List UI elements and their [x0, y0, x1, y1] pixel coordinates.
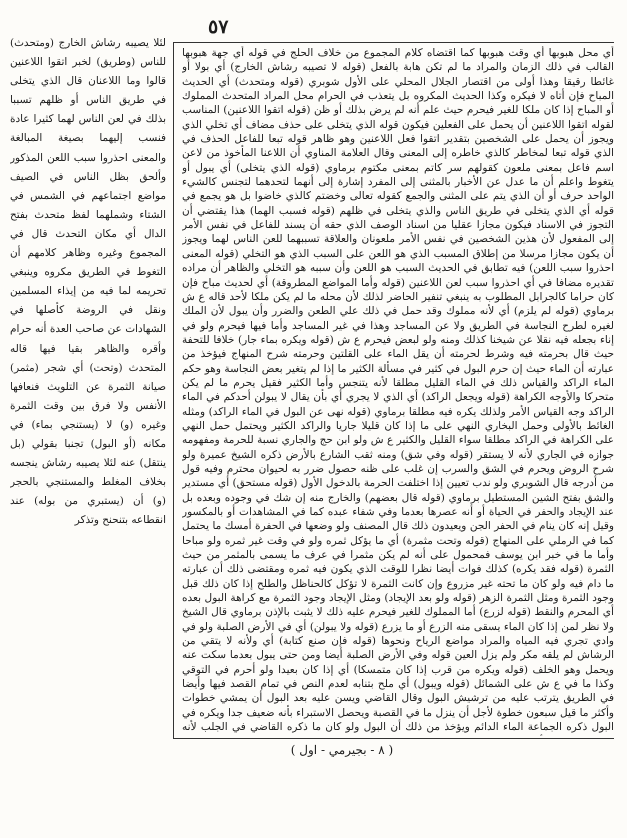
- commentary-column: [182, 46, 614, 736]
- matn-column: [10, 34, 166, 734]
- signature-mark: ( ٨ - بجيرمي - اول ): [290, 743, 394, 757]
- top-rule: [173, 42, 614, 43]
- bottom-rule: [173, 738, 614, 739]
- page-number: ٥٧: [208, 16, 229, 38]
- commentary-text: أي محل هبوبها أي وقت هبوبها كما اقتضاه كلام المجموع من خلاف الحلج في قوله أي جهة هبوبها القالب في ذلك الزمان والمراد ما لم تكن هابة بالفعل (قوله لا تصيبه رشاش الخارج) أي بولا أو غائطا رقيقا وهذا أولى من اقتصار الجلال المحلي على الأول شوبري (قوله ومتحدث) أي الحديث المباح فإن أتاه لا فيكره وكذا الحديث المكروه بل يتعذب في الحرام محل المراد المتحدث المملوك أو المباح إذا كان ملكا للغير فيحرم حيث علم أنه لم يرض بذلك أو ظن (قوله اتقوا اللاعنين) المناسب لقوله اتقوا اللاعنين أن يحمل على الفعلين فيكون قوله الذي يتخلى على حذف مضاف أي تخلي الذي ويجوز أن يحمل على الشخصين بتقدير اتقوا فعل اللاعنين وهو ظاهر قوله تبعا للفاعل الحذف في الذي قوله تبعا لمخاطر كالذي خاطره إلى المعنى وقال العلامة المناوي أن اللاعنا المأخوذ من لاعن اسم فاعل بمعنى ملعون كقولهم سر كاتم بمعنى مكتوم برماوي (قوله الذي يتخلى) أي يبول أو يتغوط واعلم أن ما عدل عن الأخبار بالمثنى إلى المفرد إشارة إلى أنهما لتحدهما لتجنس كالشيء الواحد حرف أو أن الذي يتم على المثنى والجمع كقوله تعالى وخضتم كالذي خاضوا بل هو يجمع في قوله أي الذي يتخلى في طريق الناس والذي يتخلى في ظلهم (قوله فسبب الهما) هذا يقتضي أن التجوز في الاسناد فيكون مجازا عقليا من اسناد الوصف الذي حقه أن يسند للفاعل في نفس الأمر إلى المفعول لأن هذين الشخصين في نفس الأمر ملعونان والعلاقة تسببهما للعن الناس لهما ويجوز أن يكون مجازا مرسلا من إطلاق المسبب الذي هو اللعن على السبب الذي هو التخلي (قوله المعنى احذروا سبب اللعن) فيه تطابق في الحديث السبب هو اللعن وأن سببه هو التخلي والظاهر أن مراده تقديره مضافا في أي احذروا سبب لعن اللاعنين (قوله وأما المواضع المطروقة) أي لحديث مباح فإن كان حراما كالجرابل المطلوب به ينبغي تنفير الحاضر لذلك لأن محله ما لم يكن ملكا لأحد قاله ع ش برماوي (قوله لم يلزم) أي لأنه مملوك وقد حمل في ذلك علي الطعن والضرر وأن يبول لأن الملك لغيره لطرح النجاسة في الطريق ولا عن المساجد وهذا في غير المساجد وأما فيها فيحرم ولو في إناء بجعله فيه نقلا عن شيخنا كذلك ومنه ولو لبعض فيحرم ع ش (قوله ويكره بماء جار) خلافا للتحفة حيث قال بحرمته فيه وشرط لحرمته أن يقل الماء على القلتين وحرمته شرح المنهاج فيؤخذ من عبارته أن الماء حيث إن حرم البول في كثير في مسألة الكثير ما إذا لم يتغير بعض النجاسة وهو حكم الماء الراكد والقياس ذلك في الماء القليل مطلقا لأنه يتنجس وأما الكثير فقيل يحرم ما لم يكن متحركا والأوجه الكراهة (قوله ويجعل الراكد) أي الذي لا يجري أي بأن يقال لا يبولن أحدكم في الماء الراكد وجه القياس الأمر ولذلك يكره فيه مطلقا برماوي (قوله نهى عن البول في الماء الراكد) ومثله الغائط بالأولى وحمل البخاري النهي على ما إذا كان قليلا جاريا والراكد الكثير ويحتمل حمل النهي على الكراهة في الراكد مطلقا سواء القليل والكثير ع ش ولو ابن حج والجاري نسبة للحرمة ومفهومه جوازه في الجاري لأنه لا يستقر (قوله وفي شق) ومنه ثقب الشارع بالأرض ذكره الشيخ عميرة ولو شرح الروض ويحرم في الشق والسرب إن غلب على ظنه حصول ضرر به لحيوان محترم وفيه قول من أدرجه قال الشوبري ولو ندب تعيين إذا اختلفت الحرمة بالدخول الأول (قوله مستحق) أي مستدير والشق بفتح الشين المستطيل برماوي (قوله قال بعضهم) والخارج منه إن شك في وجوده وبعده بل عند الإيجاد والحفر في الحياة أو أنه عصرها بعدما وفي شفاء عبده كما في المشاهدات أو بالمكسور وقيل إنه كان ينام في الحفر الجن ويعيدون ذلك قال المصنف ولو وضعها في الحفرة أمسك ما يحتمل كما في الرملي على المنهاج (قوله وتحت مثمرة) أي ما يؤكل ثمره ولو في وقت غير ثمره ولو مباحا وأما ما في خبر ابن يوسف فمحمول على أنه لم يكن مثمرا في عرف ما يسمى بالمثمر من حيث الثمرة (قوله فقد يكره) كذلك فوات أيضا نظرا للوقت الذي يكون فيه ثمره ومقتضى ذلك أن عبارته ما دام فيه ولو كان ما تحته غير مزروع وإن كانت الثمرة لا تؤكل كالحناظل والطلح إذا كان ذلك قبل وجود الثمرة ومثل الثمرة الزهر (قوله ولو بعد الإيجاد) ومثل الإيجاد وجود الثمرة مع كراهة البول بعده أي المحرم والنقط (قوله لزرع) أما المملوك للغير فيحرم عليه ذلك لا يثبت بالإذن برماوي قال الشيخ ولا نظر لمن إذا كان الماء يسقى منه الزرع أو ما يزرع (قوله ولا يبولن) أي في الأرض الصلبة ولو في وادي تجري فيه المياه والمراد مواضع الرياح ونحوها (قوله فإن صنع كتابة) أي ولأنه لا يتقي من الرشاش لم يلقه مكر ولم يزل العين قوله وفي الأرض الصلبة أيضا ومن حتى يبول بعدما سكت عنه ويحمل وهو الخلف (قوله ويكره من قرب إذا كان متمسكا) أي إذا كان بعيدا ولو أحرم في التوقي وكذا ما في ع ش على الشمائل (قوله ويبول) أي ملح بتنابه لعدم النص في تمام القصد فيها وأيضا في الطريق يترتب عليه من ترشيش البول وقال القاضي ويسن عليه بعد البول أن يمشي خطوات وأكثر ما قيل سبعون خطوة لأجل أن ينزل ما في القصبة ويحصل الاستبراء بأنه ضعيف جدا ويكره في البول ذكره الجماعة الماء الدائم ويؤخذ من ذلك أن البول ولو كان ما ذكره القاضي في الجلب لأنه: [182, 47, 614, 734]
- matn-text: لئلا يصيبه رشاش الخارج (ومتحدث) للناس (وطريق) لخبر اتقوا اللاعنين قالوا وما اللاعنان قال الذي يتخلى في طريق الناس أو ظلهم تسببا بذلك في لعن الناس لهما كثيرا عادة فنسب إليهما بصيغة المبالغة والمعنى احذروا سبب اللعن المذكور وألحق بظل الناس في الصيف مواضع اجتماعهم في الشمس في الشتاء وشملهما لفظ متحدث بفتح الدال أي مكان التحدث قال في المجموع وغيره وظاهر كلامهم أن التغوط في الطريق مكروه وينبغي تحريمه لما فيه من إيذاء المسلمين ونقل في الروضة كأصلها في الشهادات عن صاحب العدة أنه حرام وأقره والظاهر بقيا فيها قاله المتحدث (وتحت) أي شجر (مثمر) صيانة الثمرة عن التلويث فنعافها الأنفس ولا فرق بين وقت الثمرة وغيره (و) لا (يستنجي بماء) في مكانه (أو البول) تجنبا بقولي (بل ينتقل) عنه لئلا يصيبه رشاش ينجسه بخلاف المغلط والمستنجي بالحجر (و) أن (يستبري من بوله) عند انقطاعه بتنحنح وتذكر: [10, 37, 166, 527]
- column-divider: [173, 42, 174, 738]
